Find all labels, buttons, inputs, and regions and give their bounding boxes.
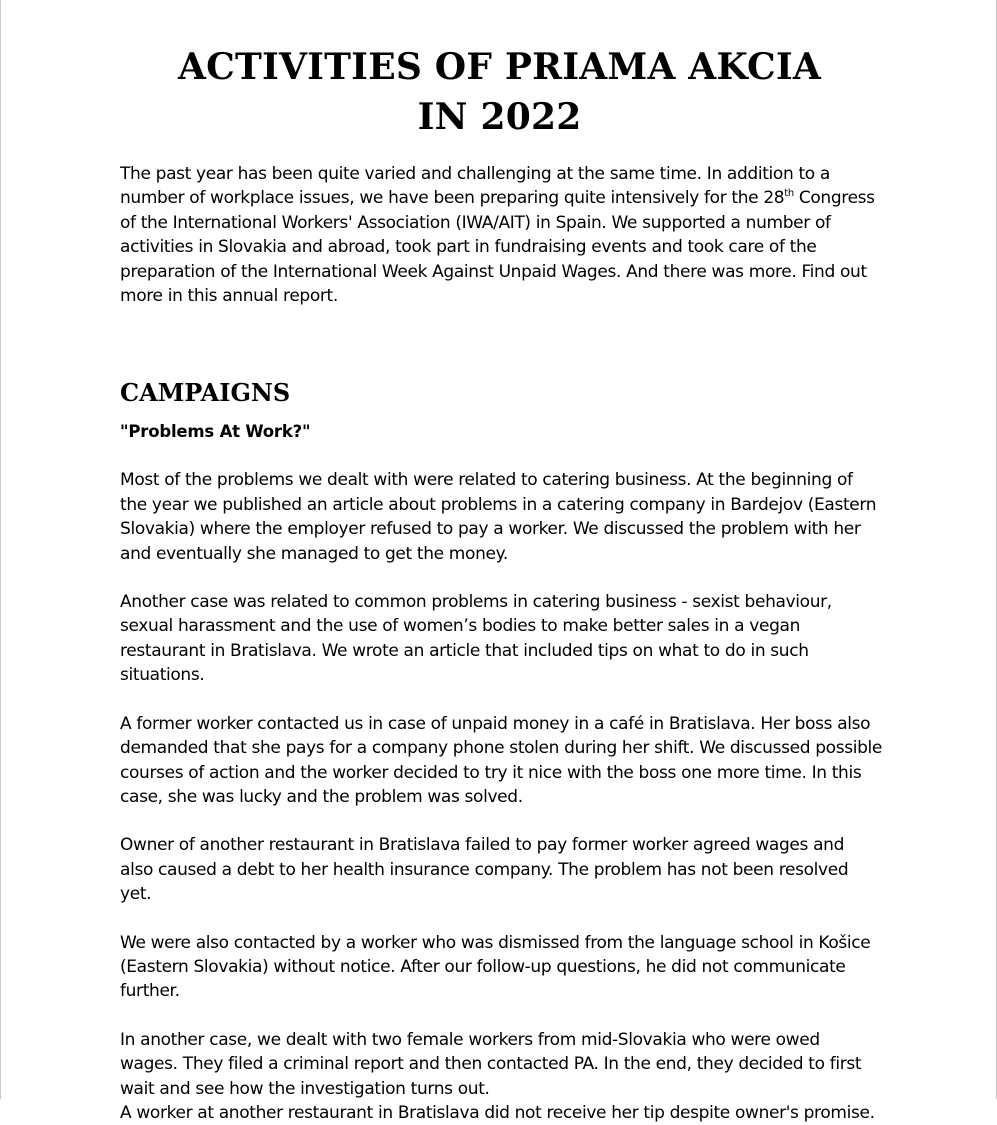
subheading-problems-at-work: "Problems At Work?": [120, 422, 311, 442]
document-title: [117, 42, 882, 142]
paragraph: We were also contacted by a worker who was dismissed from the language school in Košice (Eastern Slovakia) without notice. After our follow-up questions, he did not communicate further.: [120, 932, 871, 1002]
title-line-1: ACTIVITIES OF PRIAMA AKCIA: [178, 46, 821, 88]
paragraph: Most of the problems we dealt with were related to catering business. At the beginning of the year we published an article about problems in a catering company in Bardejov (Eastern Slovakia) where the employer refused to pay a worker. We discussed the problem with her and eventually she managed to get the money.: [120, 470, 877, 564]
intro-text-end: Congress of the International Workers' Association (IWA/AIT) in Spain. We supported a number of activities in Slovakia and abroad, took part in fundraising events and took care of the preparation of the International Week Against Unpaid Wages. And there was more. Find out more in this annual report.: [120, 188, 875, 307]
paragraph: Another case was related to common problems in catering business - sexist behaviour, sexual harassment and the use of women’s bodies to make better sales in a vegan restaurant in Bratislava. We wrote an article that included tips on what to do in such situations.: [120, 592, 832, 686]
paragraph: Owner of another restaurant in Bratislava failed to pay former worker agreed wages and also caused a debt to her health insurance company. The problem has not been resolved yet.: [120, 835, 849, 905]
document-content: [120, 42, 882, 1125]
paragraph: A former worker contacted us in case of unpaid money in a café in Bratislava. Her boss also demanded that she pays for a company phone stolen during her shift. We discussed possible courses of action and the worker decided to try it nice with the boss one more time. In this case, she was lucky and the problem was solved.: [120, 713, 883, 807]
title-line-2: IN 2022: [417, 96, 582, 138]
paragraph: A worker at another restaurant in Bratislava did not receive her tip despite owner's promise.: [120, 1102, 875, 1123]
intro-text-start: The past year has been quite varied and challenging at the same time. In addition to a number of workplace issues, we have been preparing quite intensively for the 28: [120, 164, 830, 209]
intro-paragraph: [120, 162, 882, 308]
paragraph: In another case, we dealt with two female workers from mid-Slovakia who were owed wages. They filed a criminal report and then contacted PA. In the end, they decided to first wait and see how the investigation turns out.: [120, 1029, 862, 1099]
section-heading-campaigns: CAMPAIGNS: [120, 378, 291, 408]
ordinal-suffix: th: [784, 187, 794, 199]
